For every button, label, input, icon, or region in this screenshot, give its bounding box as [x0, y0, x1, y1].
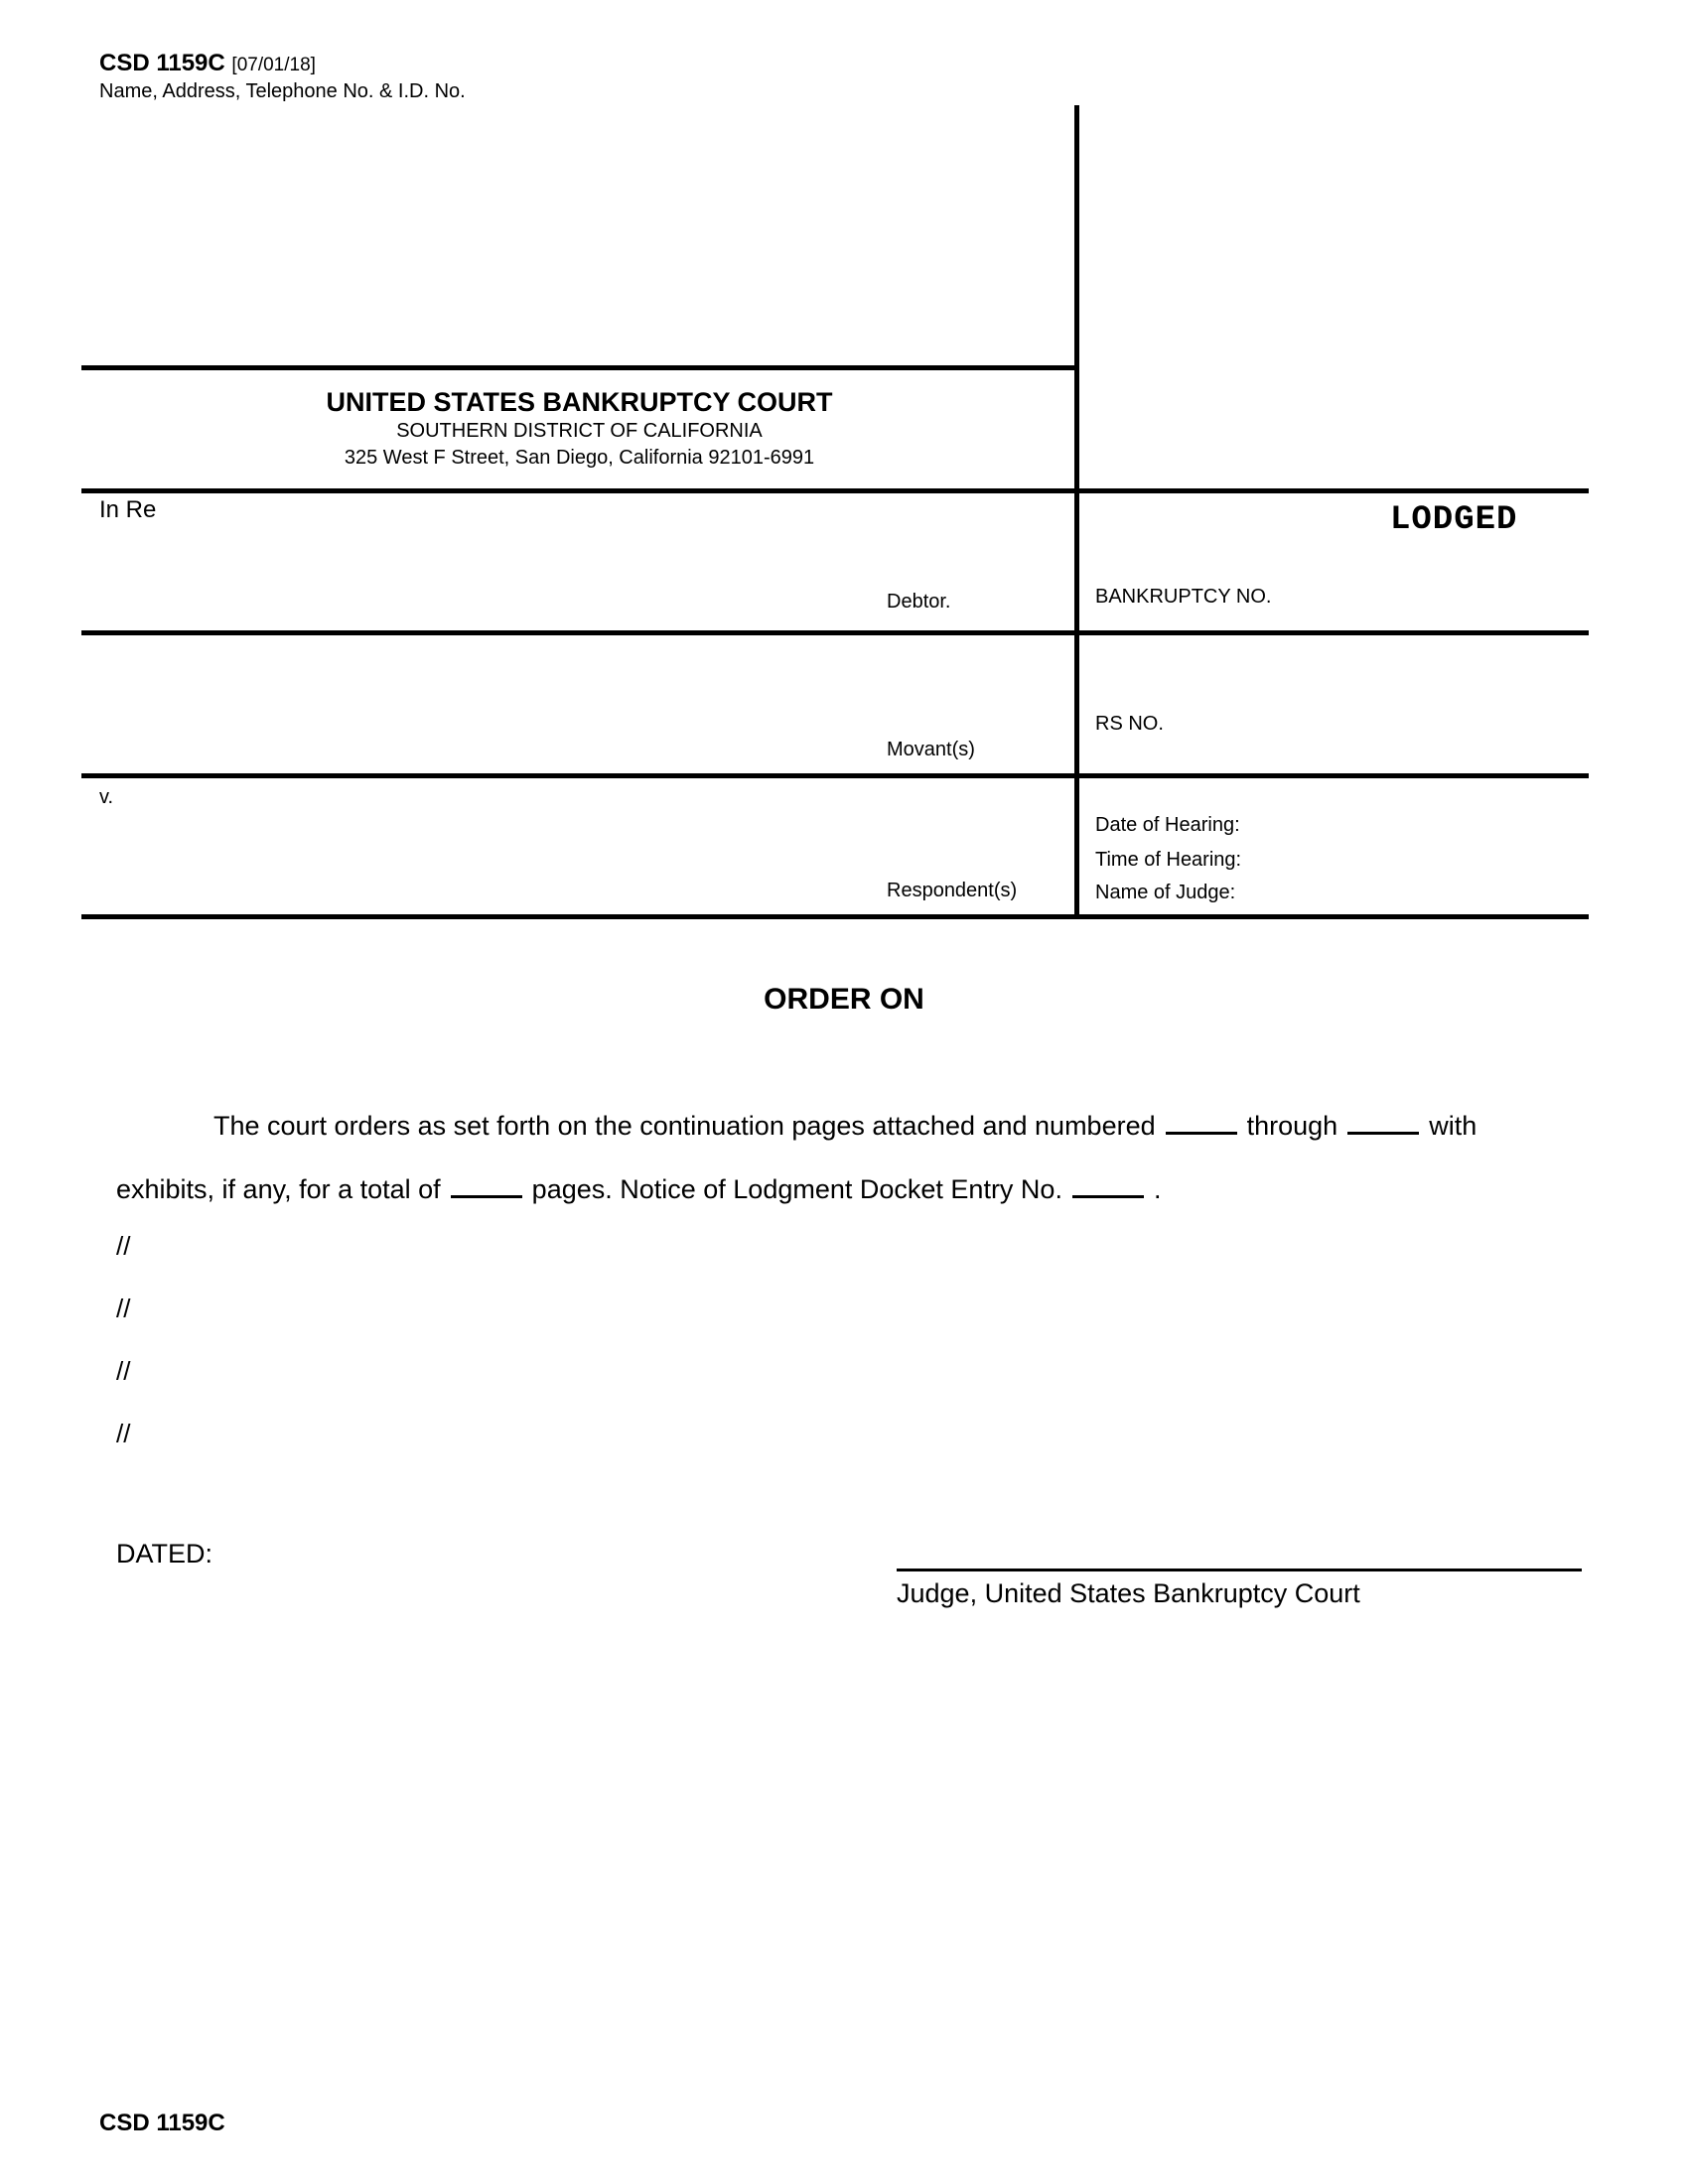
versus-label: v.: [99, 786, 114, 808]
order-line-2-text-b: pages. Notice of Lodgment Docket Entry No.: [531, 1174, 1062, 1204]
main-vertical-divider: [1074, 105, 1079, 919]
order-title: ORDER ON: [764, 983, 924, 1016]
movants-label: Movant(s): [887, 739, 975, 760]
slash-line: //: [116, 1231, 131, 1261]
attorney-info-label: Name, Address, Telephone No. & I.D. No.: [99, 80, 466, 102]
dated-label: DATED:: [116, 1539, 213, 1569]
footer-form-id: CSD 1159C: [99, 2110, 225, 2136]
form-id: CSD 1159C [07/01/18]: [99, 50, 316, 76]
end-page-blank: [1347, 1110, 1419, 1135]
total-pages-blank: [451, 1173, 522, 1198]
court-address: 325 West F Street, San Diego, California 92101-6991: [344, 447, 815, 469]
time-of-hearing-label: Time of Hearing:: [1095, 849, 1242, 871]
docket-entry-blank: [1072, 1173, 1144, 1198]
debtor-label: Debtor.: [887, 591, 951, 613]
name-of-judge-label: Name of Judge:: [1095, 882, 1236, 903]
court-top-rule: [81, 365, 1077, 370]
slash-line: //: [116, 1294, 131, 1323]
caption-bottom-rule: [81, 914, 1589, 919]
rs-no-label: RS NO.: [1095, 713, 1164, 735]
signature-line: [897, 1569, 1582, 1571]
slash-line: //: [116, 1356, 131, 1386]
court-name: UNITED STATES BANKRUPTCY COURT: [326, 387, 833, 417]
date-of-hearing-label: Date of Hearing:: [1095, 814, 1240, 836]
order-line-2-text-c: .: [1153, 1174, 1162, 1204]
start-page-blank: [1166, 1110, 1237, 1135]
order-line-2: [116, 1173, 1161, 1205]
order-line-1-text-a: The court orders as set forth on the continuation pages attached and numbered: [213, 1111, 1156, 1141]
respondents-label: Respondent(s): [887, 880, 1018, 901]
lodged-stamp: LODGED: [1390, 501, 1518, 539]
caption-top-rule: [81, 488, 1589, 493]
court-district: SOUTHERN DISTRICT OF CALIFORNIA: [396, 420, 763, 442]
order-line-1-text-b: through: [1246, 1111, 1338, 1141]
order-line-1: [213, 1110, 1477, 1142]
signature-label: Judge, United States Bankruptcy Court: [897, 1578, 1360, 1608]
debtor-rule: [81, 630, 1589, 635]
slash-line: //: [116, 1419, 131, 1448]
order-line-2-text-a: exhibits, if any, for a total of: [116, 1174, 441, 1204]
bankruptcy-no-label: BANKRUPTCY NO.: [1095, 586, 1272, 608]
form-date: [07/01/18]: [231, 55, 316, 75]
order-line-1-text-c: with: [1429, 1111, 1477, 1141]
in-re-label: In Re: [99, 496, 157, 523]
movant-rule: [81, 773, 1589, 778]
